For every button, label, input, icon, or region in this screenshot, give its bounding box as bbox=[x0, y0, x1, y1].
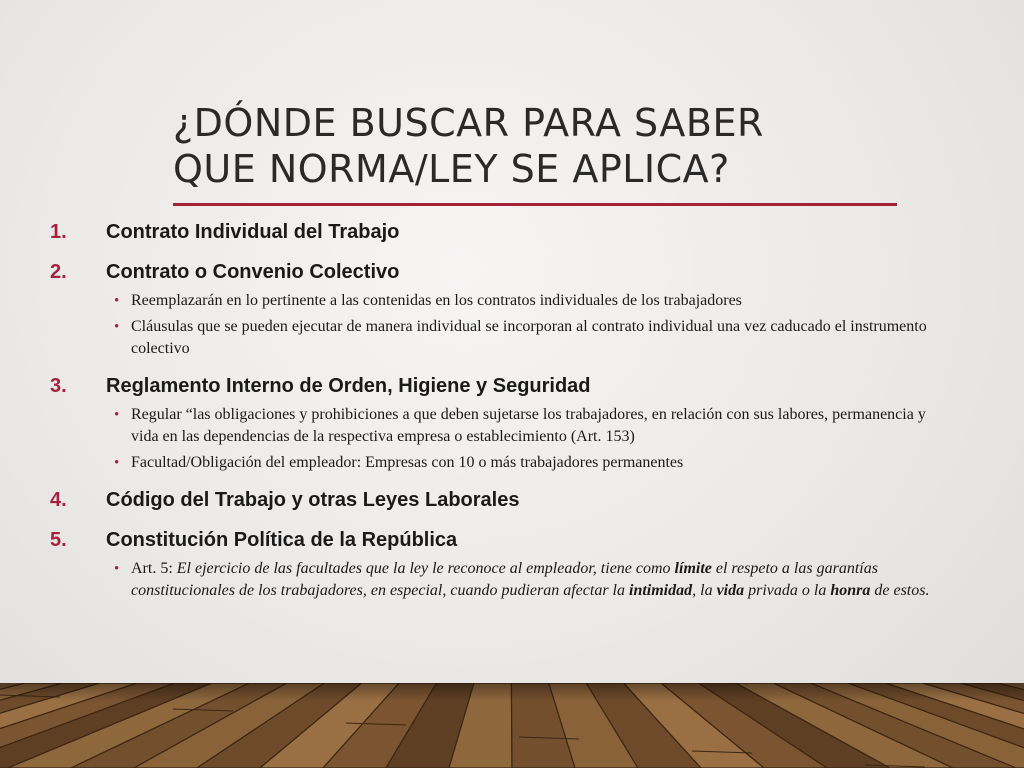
list-item-2 bbox=[50, 258, 955, 360]
sub-bullet-text: Regular “las obligaciones y prohibiciones a que deben sujetarse los trabajadores, en relación con sus labores, permanencia y vida en las dependencias de la respectiva empresa o establecimiento (Art. 153) bbox=[131, 406, 926, 445]
article-text bbox=[131, 560, 929, 599]
sub-bullet bbox=[106, 404, 955, 448]
bullet-icon: • bbox=[114, 319, 120, 335]
title-line-2: QUE NORMA/LEY SE APLICA? bbox=[173, 147, 730, 191]
wood-floor-graphic bbox=[0, 683, 1024, 768]
article-part: privada o la bbox=[744, 582, 831, 599]
article-emphasis: intimidad bbox=[629, 582, 693, 599]
list-item-4 bbox=[50, 486, 955, 514]
list-item-3 bbox=[50, 372, 955, 474]
slide-title bbox=[173, 100, 933, 192]
sub-bullet bbox=[106, 558, 955, 602]
list-item-5 bbox=[50, 526, 955, 602]
article-part: , la bbox=[692, 582, 717, 599]
sub-bullet-text: Reemplazarán en lo pertinente a las contenidas en los contratos individuales de los trabajadores bbox=[131, 292, 742, 309]
title-line-1: ¿DÓNDE BUSCAR PARA SABER bbox=[173, 101, 764, 145]
list-item-1 bbox=[50, 218, 955, 246]
sub-bullet bbox=[106, 290, 955, 312]
sub-bullet-text: Cláusulas que se pueden ejecutar de manera individual se incorporan al contrato individual una vez caducado el instrumento colectivo bbox=[131, 318, 927, 357]
article-emphasis: honra bbox=[830, 582, 871, 599]
article-part: de estos. bbox=[870, 582, 930, 599]
item-label: Contrato Individual del Trabajo bbox=[106, 221, 400, 243]
item-number: 2. bbox=[50, 261, 67, 283]
article-emphasis: límite bbox=[674, 560, 712, 577]
item-number: 5. bbox=[50, 529, 67, 551]
wood-floor-image bbox=[0, 683, 1024, 768]
article-prefix: Art. 5: bbox=[131, 560, 177, 577]
item-label: Constitución Política de la República bbox=[106, 529, 458, 551]
bullet-icon: • bbox=[114, 293, 120, 309]
item-label: Contrato o Convenio Colectivo bbox=[106, 261, 400, 283]
item-number: 1. bbox=[50, 221, 67, 243]
title-underline bbox=[173, 203, 897, 206]
item-number: 4. bbox=[50, 489, 67, 511]
item-label: Reglamento Interno de Orden, Higiene y Seguridad bbox=[106, 375, 591, 397]
item-label: Código del Trabajo y otras Leyes Laborales bbox=[106, 489, 520, 511]
sub-bullet bbox=[106, 452, 955, 474]
slide-content bbox=[50, 214, 955, 602]
article-emphasis: vida bbox=[716, 582, 745, 599]
sub-bullet bbox=[106, 316, 955, 360]
sub-bullet-text: Facultad/Obligación del empleador: Empresas con 10 o más trabajadores permanentes bbox=[131, 454, 684, 471]
bullet-icon: • bbox=[114, 455, 120, 471]
article-part: El ejercicio de las facultades que la ley le reconoce al empleador, tiene como bbox=[176, 560, 675, 577]
article-part: el respeto a las garantías constitucionales de los trabajadores, en especial, cuando pudieran afectar la bbox=[131, 560, 878, 599]
bullet-icon: • bbox=[114, 561, 120, 577]
bullet-icon: • bbox=[114, 407, 120, 423]
item-number: 3. bbox=[50, 375, 67, 397]
